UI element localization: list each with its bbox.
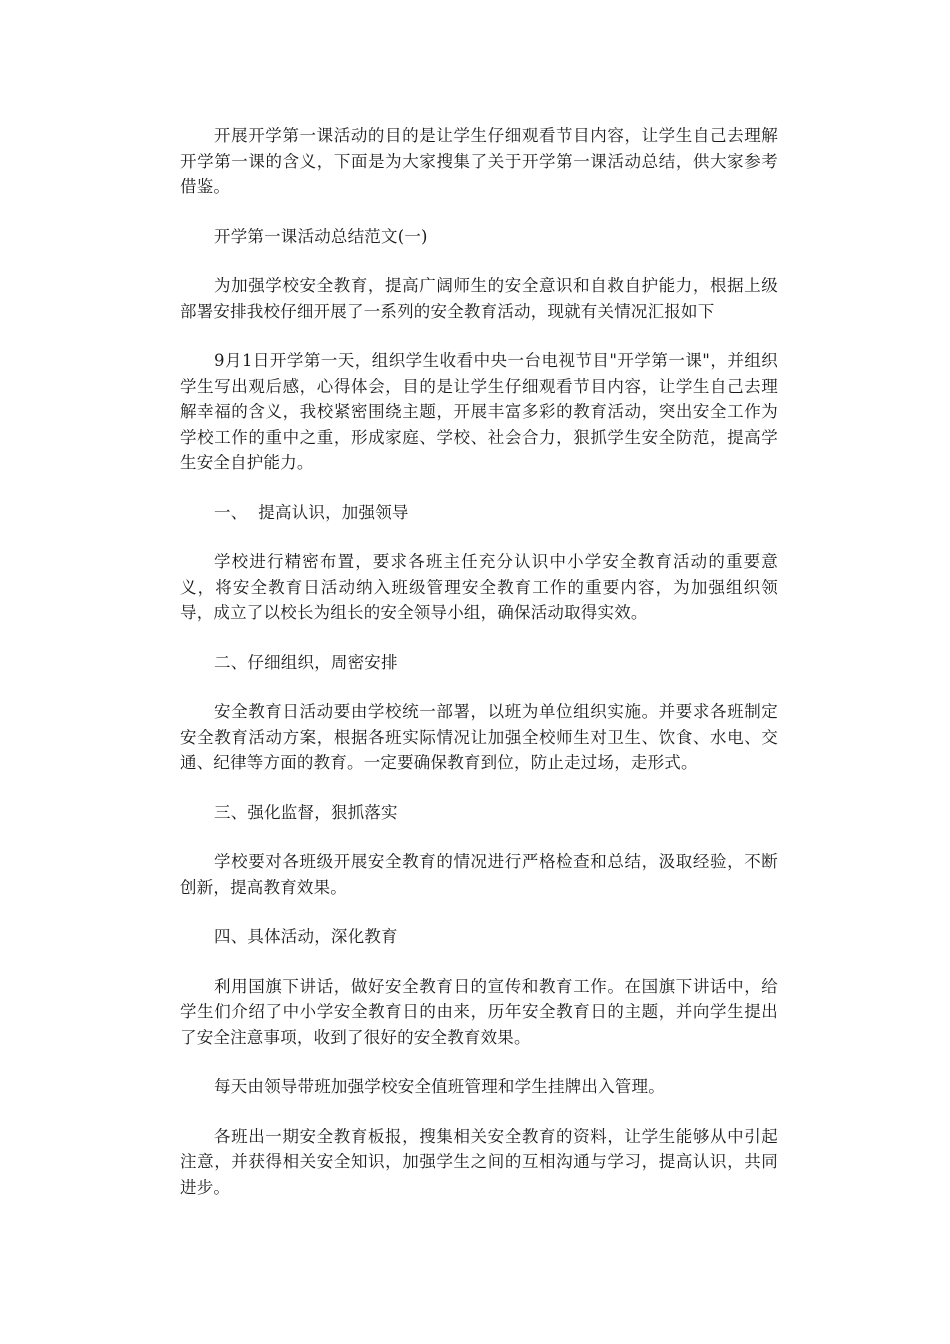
heading-4: 四、具体活动，深化教育 bbox=[214, 927, 398, 946]
heading-3: 三、强化监督，狠抓落实 bbox=[214, 802, 398, 822]
paragraph-8: 各班出一期安全教育板报，搜集相关安全教育的资料，让学生能够从中引起注意，并获得相关安全知识，加强学生之间的互相沟通与学习，提高认识，共同进步。 bbox=[180, 1126, 778, 1197]
paragraph-5: 学校要对各班级开展安全教育的情况进行严格检查和总结，汲取经验，不断创新，提高教育效果。 bbox=[180, 852, 778, 897]
document-page bbox=[180, 123, 778, 1224]
intro-paragraph: 开展开学第一课活动的目的是让学生仔细观看节目内容，让学生自己去理解开学第一课的含义，下面是为大家搜集了关于开学第一课活动总结，供大家参考借鉴。 bbox=[180, 126, 778, 196]
paragraph-6: 利用国旗下讲话，做好安全教育日的宣传和教育工作。在国旗下讲话中，给学生们介绍了中小学安全教育日的由来，历年安全教育日的主题，并向学生提出了安全注意事项，收到了很好的安全教育效果。 bbox=[180, 976, 778, 1047]
paragraph-7: 每天由领导带班加强学校安全值班管理和学生挂牌出入管理。 bbox=[214, 1077, 665, 1096]
paragraph-2: 9月1日开学第一天，组织学生收看中央一台电视节目"开学第一课"，并组织学生写出观后感，心得体会，目的是让学生仔细观看节目内容，让学生自己去理解幸福的含义，我校紧密围绕主题，开展丰富多彩的教育活动，突出安全工作为学校工作的重中之重，形成家庭、学校、社会合力，狠抓学生安全防范，提高学生安全自护能力。 bbox=[180, 351, 778, 472]
paragraph-4: 安全教育日活动要由学校统一部署，以班为单位组织实施。并要求各班制定安全教育活动方案，根据各班实际情况让加强全校师生对卫生、饮食、水电、交通、纪律等方面的教育。一定要确保教育到位，防止走过场，走形式。 bbox=[180, 702, 778, 772]
paragraph-3: 学校进行精密布置，要求各班主任充分认识中小学安全教育活动的重要意义，将安全教育日活动纳入班级管理安全教育工作的重要内容，为加强组织领导，成立了以校长为组长的安全领导小组，确保活动取得实效。 bbox=[180, 552, 778, 622]
heading-2: 二、仔细组织，周密安排 bbox=[214, 652, 398, 672]
heading-1: 一、 提高认识，加强领导 bbox=[214, 502, 409, 522]
paragraph-1: 为加强学校安全教育，提高广阔师生的安全意识和自救自护能力，根据上级部署安排我校仔细开展了一系列的安全教育活动，现就有关情况汇报如下 bbox=[180, 276, 778, 321]
section-title: 开学第一课活动总结范文(一) bbox=[214, 226, 428, 246]
